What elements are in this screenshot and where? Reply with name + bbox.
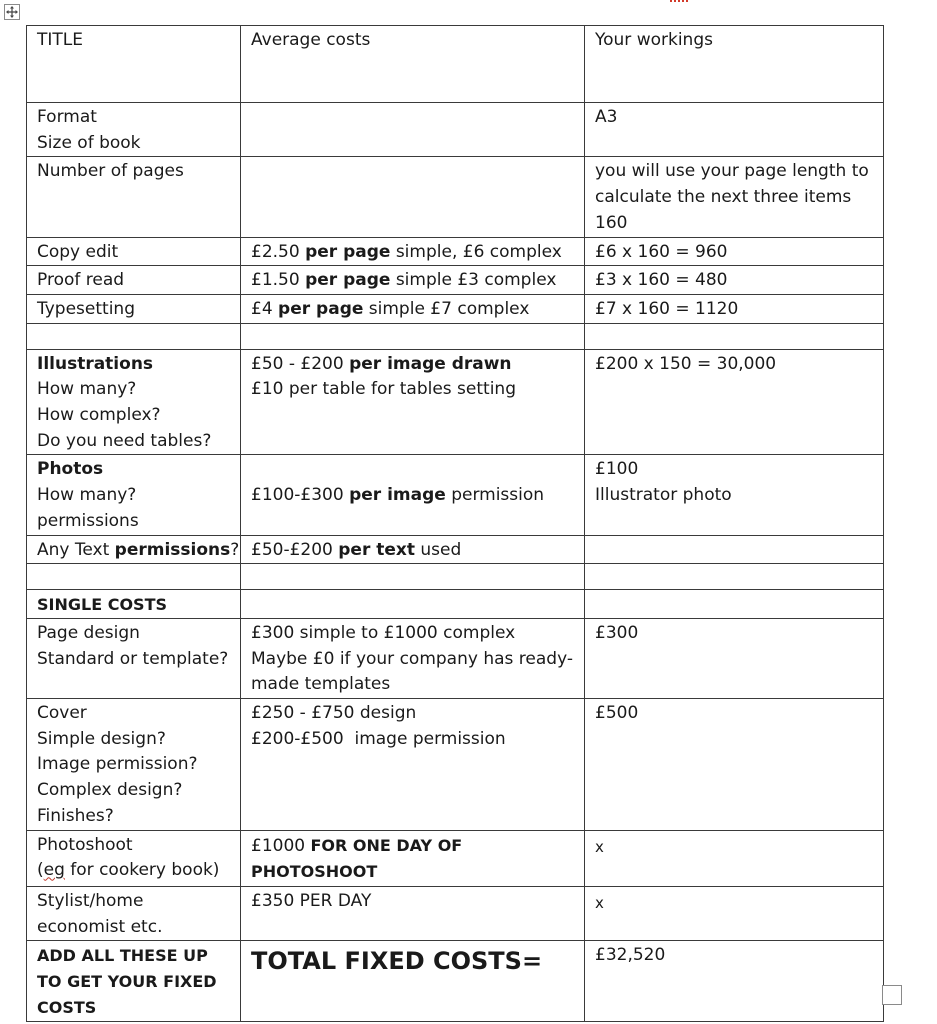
cell-blank[interactable] [27, 323, 241, 349]
text-permissions-label [37, 538, 240, 564]
cell-average-costs-header[interactable] [241, 26, 585, 103]
photos-cost-bold: per image [349, 485, 446, 506]
pages-count: 160 [595, 212, 628, 233]
cover-complex-design: Complex design? [37, 780, 183, 801]
illustrations-how-many: How many? [37, 379, 137, 400]
cell-page-design-label[interactable] [27, 618, 241, 698]
cell-pages-workings[interactable] [585, 157, 884, 237]
typesetting-cost-bold: per page [278, 298, 364, 319]
single-costs-heading: SINGLE COSTS [37, 595, 167, 615]
cover-image-permission: Image permission? [37, 754, 198, 775]
stylist-workings: x [595, 893, 604, 912]
cell-blank[interactable] [585, 590, 884, 619]
stylist-cost: £350 PER DAY [251, 890, 372, 911]
cell-blank[interactable] [27, 564, 241, 590]
text-permissions-cost-pre: £50-£200 [251, 539, 339, 560]
page-design-workings: £300 [595, 622, 639, 643]
tables-cost: £10 per table for tables setting [251, 379, 516, 400]
cell-photoshoot-workings[interactable] [585, 830, 884, 886]
cell-single-costs-heading[interactable] [27, 590, 241, 619]
fixed-costs-table [26, 25, 884, 1022]
table-row [27, 830, 884, 886]
cover-design-cost: £250 - £750 design [251, 703, 417, 724]
cell-format-label[interactable] [27, 103, 241, 157]
spacer-line [251, 457, 576, 483]
photoshoot-example-post: for cookery book) [64, 860, 220, 881]
photoshoot-example-pre: ( [37, 860, 44, 881]
move-arrows-icon [6, 6, 18, 18]
cell-blank[interactable] [585, 564, 884, 590]
text-permissions-cost-bold: per text [338, 539, 415, 560]
copy-edit-cost-pre: £2.50 [251, 241, 306, 262]
cell-text-permissions-cost[interactable] [241, 535, 585, 564]
photos-workings-note: Illustrator photo [595, 485, 732, 506]
total-instruction: ADD ALL THESE UP TO GET YOUR FIXED COSTS [37, 946, 217, 1017]
cell-your-workings-header[interactable] [585, 26, 884, 103]
header-average-costs: Average costs [251, 30, 371, 50]
cell-photoshoot-cost[interactable] [241, 830, 585, 886]
photoshoot-example [37, 858, 232, 884]
cell-copy-edit-label[interactable] [27, 237, 241, 266]
photoshoot-cost [251, 833, 576, 886]
illustrations-cost-bold: per image drawn [349, 353, 512, 374]
proof-read-cost-pre: £1.50 [251, 270, 306, 291]
typesetting-cost-pre: £4 [251, 298, 279, 319]
page-design-label: Page design [37, 622, 140, 643]
cell-cover-cost[interactable] [241, 699, 585, 831]
cell-blank[interactable] [241, 590, 585, 619]
cell-photos-cost[interactable] [241, 455, 585, 535]
format-label: Format [37, 107, 97, 127]
table-move-handle[interactable] [4, 4, 20, 20]
cell-copy-edit-workings[interactable] [585, 237, 884, 266]
text-permissions-label-bold: permissions [114, 539, 231, 560]
cell-typesetting-label[interactable] [27, 294, 241, 323]
cell-cover-workings[interactable] [585, 699, 884, 831]
total-workings: £32,520 [595, 945, 666, 966]
cell-format-cost[interactable] [241, 103, 585, 157]
photos-cost [251, 483, 576, 509]
illustrations-label: Illustrations [37, 353, 154, 374]
cell-blank[interactable] [241, 323, 585, 349]
format-workings: A3 [595, 107, 618, 127]
cell-typesetting-workings[interactable] [585, 294, 884, 323]
cell-illustrations-workings[interactable] [585, 349, 884, 455]
copy-edit-label: Copy edit [37, 241, 119, 262]
text-permissions-label-post: ? [230, 539, 240, 560]
illustrations-cost [251, 352, 576, 378]
total-fixed-costs-label: TOTAL FIXED COSTS= [251, 947, 543, 976]
photoshoot-workings: x [595, 837, 604, 856]
size-of-book-label: Size of book [37, 132, 141, 153]
text-permissions-label-pre: Any Text [37, 539, 115, 560]
text-permissions-cost-post: used [415, 539, 462, 560]
illustrations-how-complex: How complex? [37, 405, 161, 426]
header-title: TITLE [37, 30, 83, 50]
typesetting-cost [251, 297, 576, 323]
cell-pages-label[interactable] [27, 157, 241, 237]
typesetting-workings: £7 x 160 = 1120 [595, 298, 739, 319]
pages-label: Number of pages [37, 161, 184, 182]
copy-edit-cost [251, 240, 576, 266]
cover-permission-cost: £200-£500 image permission [251, 728, 506, 749]
table-row [27, 618, 884, 698]
proof-read-label: Proof read [37, 270, 125, 291]
table-row [27, 886, 884, 940]
page-design-cost: £300 simple to £1000 complex [251, 622, 516, 643]
table-row [27, 941, 884, 1021]
illustrations-tables: Do you need tables? [37, 430, 212, 451]
cell-illustrations-cost[interactable] [241, 349, 585, 455]
table-row [27, 237, 884, 266]
text-permissions-cost [251, 538, 576, 564]
copy-edit-cost-bold: per page [305, 241, 391, 262]
photoshoot-label: Photoshoot [37, 834, 133, 855]
table-row [27, 590, 884, 619]
cell-typesetting-cost[interactable] [241, 294, 585, 323]
page-design-template-note: Maybe £0 if your company has ready-made templates [251, 648, 573, 695]
cell-proof-read-cost[interactable] [241, 266, 585, 295]
photos-cost-pre: £100-£300 [251, 485, 350, 506]
proof-read-workings: £3 x 160 = 480 [595, 270, 728, 291]
illustrations-cost-pre: £50 - £200 [251, 353, 350, 374]
cell-stylist-label[interactable] [27, 886, 241, 940]
table-row [27, 564, 884, 590]
cell-total-label[interactable] [27, 941, 241, 1021]
photos-cost-post: permission [445, 485, 545, 506]
copy-edit-workings: £6 x 160 = 960 [595, 241, 728, 262]
cell-proof-read-label[interactable] [27, 266, 241, 295]
cell-text-permissions-label[interactable] [27, 535, 241, 564]
photoshoot-cost-pre: £1000 [251, 835, 311, 856]
table-resize-handle[interactable] [882, 985, 902, 1005]
cell-copy-edit-cost[interactable] [241, 237, 585, 266]
photos-label: Photos [37, 459, 104, 480]
cell-photos-label[interactable] [27, 455, 241, 535]
cover-simple-design: Simple design? [37, 728, 166, 749]
cover-label: Cover [37, 703, 87, 724]
cell-title[interactable] [27, 26, 241, 103]
photos-permissions: permissions [37, 510, 139, 531]
photoshoot-cost-bold: FOR ONE DAY OF PHOTOSHOOT [251, 835, 463, 882]
illustrations-workings: £200 x 150 = 30,000 [595, 353, 777, 374]
table-row [27, 294, 884, 323]
table-row [27, 455, 884, 535]
pages-instructions: you will use your page length to calculate the next three items [595, 161, 869, 208]
cell-total-workings[interactable] [585, 941, 884, 1021]
cell-pages-cost[interactable] [241, 157, 585, 237]
header-your-workings: Your workings [595, 30, 713, 50]
typesetting-cost-post: simple £7 complex [363, 298, 530, 319]
table-row [27, 349, 884, 455]
cell-photos-workings[interactable] [585, 455, 884, 535]
cell-cover-label[interactable] [27, 699, 241, 831]
cover-finishes: Finishes? [37, 805, 114, 826]
cell-blank[interactable] [241, 564, 585, 590]
cell-page-design-cost[interactable] [241, 618, 585, 698]
cell-stylist-cost[interactable] [241, 886, 585, 940]
photos-workings-amount: £100 [595, 459, 639, 480]
cover-workings: £500 [595, 703, 639, 724]
table-row [27, 323, 884, 349]
stylist-label: Stylist/home economist etc. [37, 890, 163, 937]
typesetting-label: Typesetting [37, 298, 135, 319]
table-row [27, 26, 884, 103]
table-row [27, 103, 884, 157]
cell-blank[interactable] [585, 323, 884, 349]
cell-proof-read-workings[interactable] [585, 266, 884, 295]
proof-read-cost-post: simple £3 complex [390, 270, 557, 291]
proof-read-cost-bold: per page [305, 270, 391, 291]
page-design-question: Standard or template? [37, 648, 229, 669]
cell-page-design-workings[interactable] [585, 618, 884, 698]
photos-how-many: How many? [37, 485, 137, 506]
proof-read-cost [251, 268, 576, 294]
table-row [27, 157, 884, 237]
cell-illustrations-label[interactable] [27, 349, 241, 455]
cell-format-workings[interactable] [585, 103, 884, 157]
cell-text-permissions-workings[interactable] [585, 535, 884, 564]
photoshoot-example-eg: eg [43, 860, 65, 881]
cell-stylist-workings[interactable] [585, 886, 884, 940]
table-row [27, 699, 884, 831]
copy-edit-cost-post: simple, £6 complex [390, 241, 562, 262]
cell-total-cost[interactable] [241, 941, 585, 1021]
spelling-mark [670, 0, 688, 4]
cell-photoshoot-label[interactable] [27, 830, 241, 886]
table-row [27, 266, 884, 295]
table-row [27, 535, 884, 564]
